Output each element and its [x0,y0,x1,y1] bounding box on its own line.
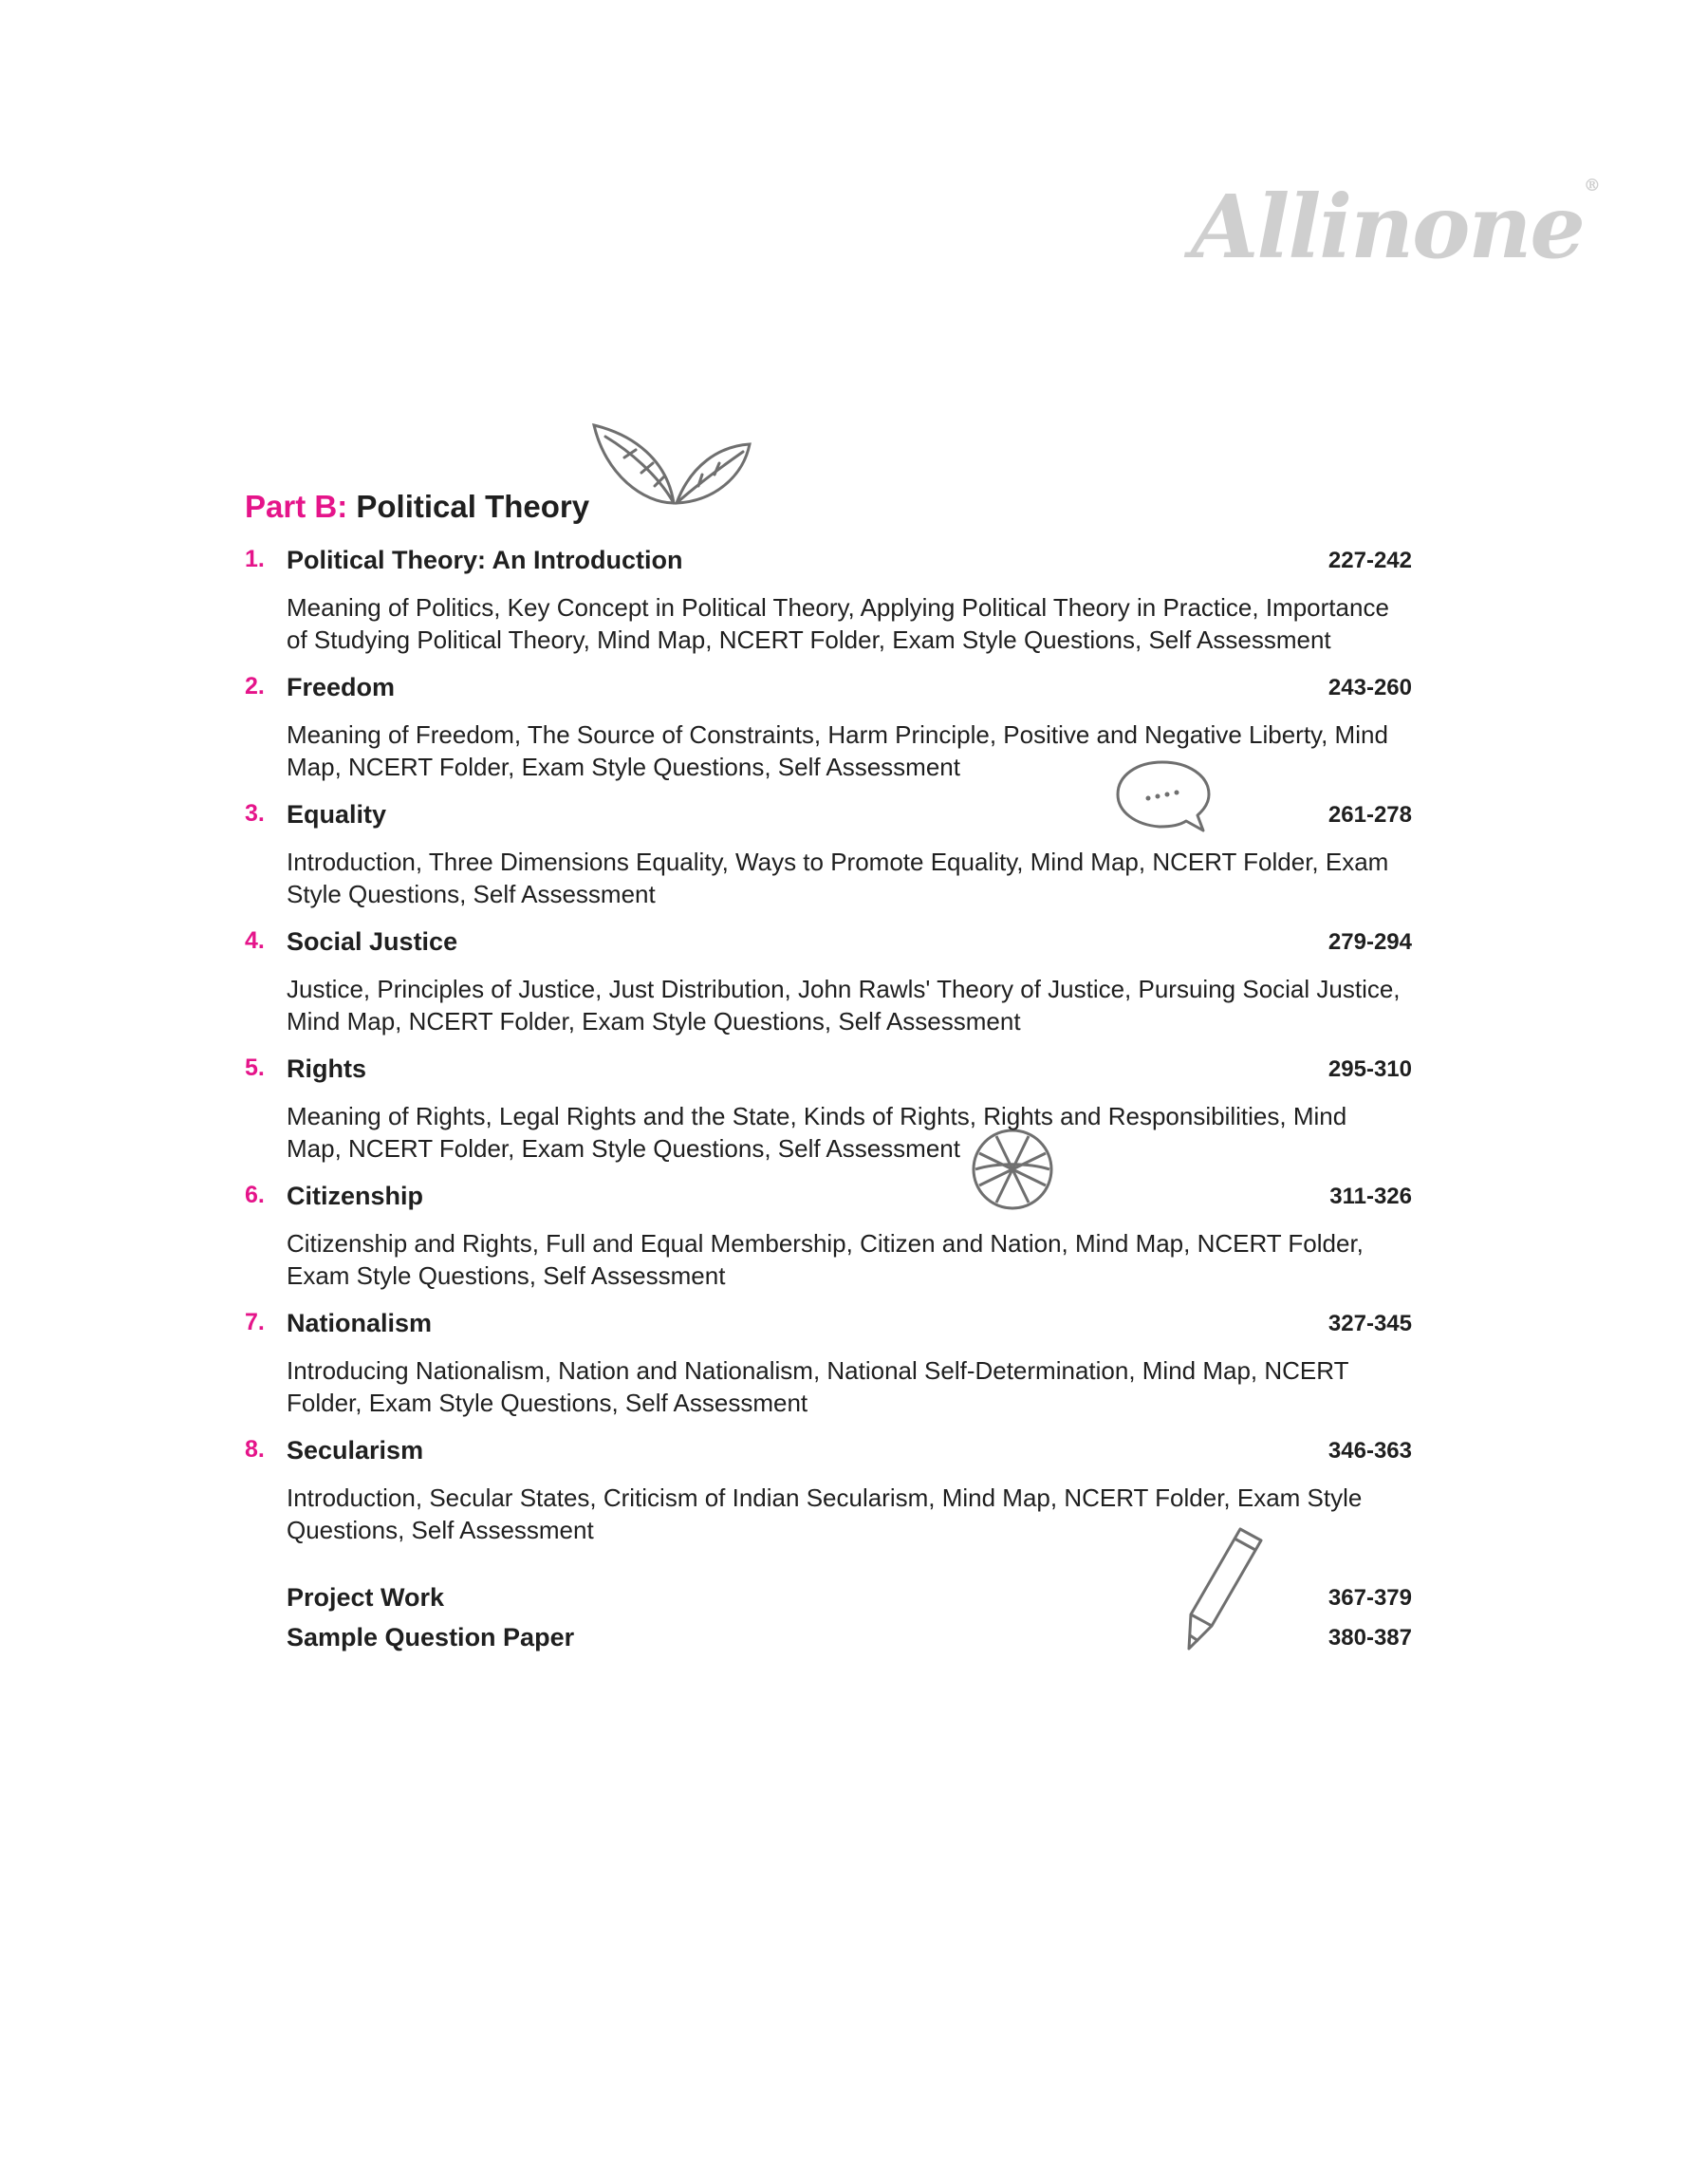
extra-pages: 380-387 [1327,1625,1412,1651]
chapter-description: Meaning of Freedom, The Source of Constraints, Harm Principle, Positive and Negative Liberty, Mind Map, NCERT Folder, Exam Style Questions, Self Assessment [287,720,1388,781]
chapter-pages: 261-278 [1327,802,1412,828]
chapter-pages: 346-363 [1327,1438,1412,1464]
chapter-description: Meaning of Politics, Key Concept in Political Theory, Applying Political Theory in Practice, Importance of Studying Political Theory, Mind Map, NCERT Folder, Exam Style Questions, Self Assessment [287,593,1389,654]
chapter-title: Rights [287,1054,366,1083]
part-heading [245,489,589,525]
chapter-number: 4. [245,927,265,954]
chapter-number: 1. [245,546,265,572]
part-label: Part B: [245,489,348,524]
extra-entry-sample-question-paper [245,1623,1412,1661]
extra-entry-project-work [245,1583,1412,1621]
chapter-entry [245,800,1412,910]
part-title: Political Theory [356,489,590,524]
chapter-entry [245,1054,1412,1165]
chapter-number: 8. [245,1436,265,1463]
chapter-entry [245,546,1412,656]
chapter-description: Citizenship and Rights, Full and Equal Membership, Citizen and Nation, Mind Map, NCERT Folder, Exam Style Questions, Self Assessment [287,1229,1364,1290]
extra-title: Project Work [287,1583,445,1612]
chapter-pages: 311-326 [1329,1184,1412,1209]
chapter-pages: 227-242 [1327,548,1412,573]
chapter-description: Introducing Nationalism, Nation and Nationalism, National Self-Determination, Mind Map, NCERT Folder, Exam Style Questions, Self Assessment [287,1356,1348,1417]
chapter-entry [245,1436,1412,1546]
chapter-title: Equality [287,800,387,829]
chapter-pages: 279-294 [1327,929,1412,955]
chapter-pages: 243-260 [1327,675,1412,700]
chapter-title: Social Justice [287,927,458,956]
chapter-title: Secularism [287,1436,424,1465]
chapter-entry [245,673,1412,783]
chapter-entry [245,1182,1412,1292]
chapter-title: Political Theory: An Introduction [287,546,683,574]
chapter-title: Freedom [287,673,396,701]
chapter-number: 5. [245,1054,265,1081]
chapter-title: Citizenship [287,1182,424,1210]
chapter-pages: 295-310 [1327,1056,1412,1082]
leaves-icon [586,418,757,513]
chapter-pages: 327-345 [1327,1311,1412,1336]
chapter-entry [245,927,1412,1037]
extra-pages: 367-379 [1327,1585,1412,1611]
extra-title: Sample Question Paper [287,1623,575,1651]
registered-mark: ® [1583,176,1599,196]
chapter-description: Justice, Principles of Justice, Just Distribution, John Rawls' Theory of Justice, Pursuing Social Justice, Mind Map, NCERT Folder, Exam Style Questions, Self Assessment [287,975,1401,1036]
chapter-description: Introduction, Three Dimensions Equality, Ways to Promote Equality, Mind Map, NCERT Folder, Exam Style Questions, Self Assessment [287,848,1389,908]
all-in-one-logo: Allinone® [1191,176,1599,278]
chapter-description: Meaning of Rights, Legal Rights and the State, Kinds of Rights, Rights and Responsibilities, Mind Map, NCERT Folder, Exam Style Questions, Self Assessment [287,1102,1347,1163]
chapter-number: 2. [245,673,265,700]
chapter-number: 6. [245,1182,265,1208]
chapter-description: Introduction, Secular States, Criticism of Indian Secularism, Mind Map, NCERT Folder, Exam Style Questions, Self Assessment [287,1483,1363,1544]
chapter-number: 7. [245,1309,265,1335]
chapter-number: 3. [245,800,265,827]
chapter-entry [245,1309,1412,1419]
chapter-title: Nationalism [287,1309,433,1337]
